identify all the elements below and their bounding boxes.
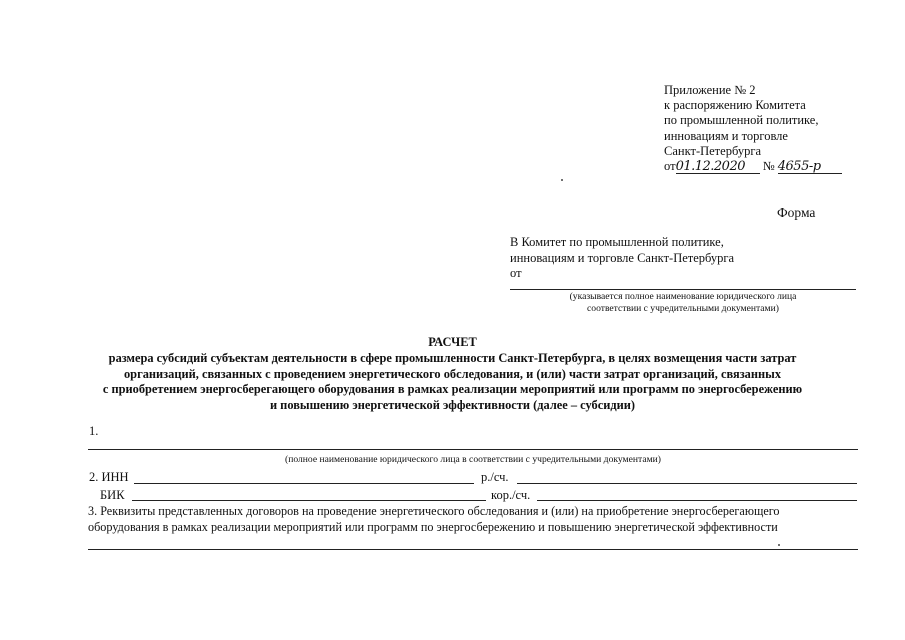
form-label: Форма bbox=[777, 205, 816, 220]
title-line: организаций, связанных с проведением энергетического обследования, и (или) части затрат организаций, связанных bbox=[123, 366, 782, 381]
appendix-block bbox=[664, 83, 842, 174]
title-line: размера субсидий субъектам деятельности в сфере промышленности Санкт-Петербурга, в целях возмещения части затрат bbox=[108, 350, 797, 365]
appendix-line: по промышленной политике, bbox=[664, 113, 819, 128]
appendix-line: Санкт-Петербурга bbox=[664, 143, 762, 158]
bik-fill-line bbox=[132, 500, 486, 501]
appendix-line: к распоряжению Комитета bbox=[664, 98, 806, 113]
addressee-line: от bbox=[510, 266, 522, 280]
bik-label: БИК bbox=[100, 488, 125, 502]
appendix-date-row bbox=[664, 159, 842, 174]
addressee-hint-line: (указывается полное наименование юридического лица bbox=[569, 291, 797, 302]
title-heading: РАСЧЕТ bbox=[428, 335, 477, 349]
appendix-line: Приложение № 2 bbox=[664, 83, 756, 97]
date-prefix: от bbox=[664, 159, 676, 174]
addressee-block bbox=[510, 235, 734, 282]
corr-account-label: кор./сч. bbox=[491, 488, 531, 502]
item-3-paragraph bbox=[88, 504, 858, 535]
inn-label: 2. ИНН bbox=[89, 470, 129, 484]
item-1-label: 1. bbox=[89, 424, 99, 438]
appendix-line: инновациям и торговле bbox=[664, 128, 788, 143]
title-line: и повышению энергетической эффективности (далее – субсидии) bbox=[269, 398, 636, 413]
item-3-fill-line bbox=[88, 549, 858, 550]
number-prefix: № bbox=[762, 159, 775, 174]
corr-account-fill-line bbox=[537, 500, 857, 501]
handwritten-date: 01.12.2020 bbox=[676, 160, 760, 174]
document-title bbox=[60, 335, 845, 414]
addressee-fill-line bbox=[510, 289, 856, 290]
addressee-hint-line: соответствии с учредительными документами) bbox=[587, 303, 779, 314]
account-label: р./сч. bbox=[481, 470, 509, 484]
item-1-hint: (полное наименование юридического лица в соответствии с учредительными документами) bbox=[285, 454, 661, 465]
account-fill-line bbox=[517, 483, 857, 484]
title-line: с приобретением энергосберегающего оборудования в рамках реализации мероприятий или программ по энергосбережению bbox=[102, 382, 803, 397]
handwritten-number: 4655-р bbox=[778, 160, 842, 174]
addressee-line: инновациям и торговле Санкт-Петербурга bbox=[510, 250, 735, 265]
item-3-line: оборудования в рамках реализации мероприятий или программ по энергосбережению и повышению энергетической эффективности bbox=[88, 519, 778, 534]
item-1-fill-line bbox=[88, 449, 858, 450]
addressee-hint bbox=[510, 291, 856, 315]
item-3-line: 3. Реквизиты представленных договоров на проведение энергетического обследования и (или) на приобретение энергосберегающего bbox=[88, 504, 780, 518]
addressee-line: В Комитет по промышленной политике, bbox=[510, 235, 724, 249]
inn-fill-line bbox=[134, 483, 474, 484]
